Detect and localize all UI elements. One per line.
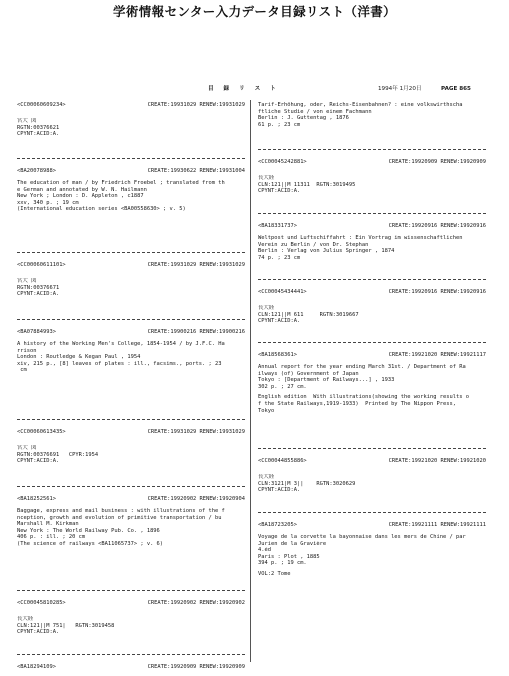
record-line: 4.éd — [258, 547, 271, 554]
record-line: Baggage, express and mail business : with illustrations of the f — [17, 508, 225, 514]
record-dates: CREATE:19900216 RENEW:19900216 — [147, 329, 245, 335]
record-line: (The science of railways <BA11065737> ; v. 6) — [17, 540, 164, 547]
record-id: <CC00045810285> — [17, 600, 66, 606]
list-header-label: 目 録 リ ス ト — [208, 86, 280, 92]
record-dates: CREATE:19921020 RENEW:19921020 — [388, 458, 486, 464]
record-body — [258, 470, 486, 494]
continued-record — [258, 102, 486, 128]
record-separator — [258, 512, 486, 513]
record-line: 61 p. ; 23 cm — [258, 121, 301, 128]
record-dates: CREATE:19920916 RENEW:19920916 — [388, 289, 486, 295]
record-separator — [17, 319, 245, 320]
record-body — [258, 301, 486, 325]
record-header — [258, 159, 486, 166]
record-separator — [17, 419, 245, 420]
record-line: CPYNT:ACID:A. — [17, 131, 60, 138]
record-line: f the State Railways,1919-1933) Printed by The Nippon Press, — [258, 400, 456, 407]
record-dates: CREATE:19920902 RENEW:19920902 — [147, 600, 245, 606]
catalog-record — [17, 496, 245, 548]
record-line: Annual report for the year ending March 31st. / Department of Ra — [258, 364, 466, 370]
catalog-record — [17, 600, 245, 636]
record-line: 宮大 図 — [17, 118, 37, 124]
record-body — [258, 534, 486, 578]
record-id: <BA18568361> — [258, 352, 297, 358]
record-header — [17, 664, 245, 671]
record-body — [17, 508, 245, 548]
catalog-record — [17, 429, 245, 465]
record-line: CPYNT:ACID:A. — [17, 458, 60, 465]
record-body — [17, 114, 245, 138]
record-dates: CREATE:19930622 RENEW:19931004 — [147, 168, 245, 174]
record-id: <BA18723205> — [258, 522, 297, 528]
record-separator — [258, 342, 486, 343]
record-line: 長大経 — [258, 175, 275, 181]
record-line: Marshall M. Kirkman — [17, 521, 79, 528]
record-separator — [17, 252, 245, 253]
record-line: nception, growth and evolution of primitive transportation / bu — [17, 514, 222, 521]
record-separator — [17, 654, 245, 655]
record-line: 宮大 図 — [17, 278, 37, 284]
record-header — [258, 352, 486, 359]
catalog-record — [17, 262, 245, 298]
record-line: cm — [17, 367, 27, 374]
record-id: <CC00060611101> — [17, 262, 66, 268]
record-line: Tokyo : [Department of Railways...] , 1933 — [258, 377, 395, 384]
catalog-record — [258, 522, 486, 578]
record-line: rrison — [17, 347, 37, 354]
catalog-record — [258, 352, 486, 414]
record-id: <CC00044855886> — [258, 458, 307, 464]
record-id: <BA07884993> — [17, 329, 56, 335]
record-dates: CREATE:19920916 RENEW:19920916 — [388, 223, 486, 229]
record-line: xxv, 340 p. ; 19 cm — [17, 199, 79, 206]
record-header — [17, 600, 245, 607]
record-line: 74 p. ; 23 cm — [258, 254, 301, 261]
record-id: <BA18252561> — [17, 496, 56, 502]
record-line: 長大経 — [258, 474, 275, 480]
catalog-record — [17, 664, 245, 676]
record-id: <BA18294109> — [17, 664, 56, 670]
catalog-record — [258, 289, 486, 325]
record-header — [17, 168, 245, 175]
record-line: CPYNT:ACID:A. — [258, 188, 301, 195]
record-body — [258, 171, 486, 195]
record-dates: CREATE:19931029 RENEW:19931029 — [147, 262, 245, 268]
record-line: Weltpost und Luftschiffahrt : Ein Vortrag im wissenschaftlichen — [258, 235, 463, 241]
record-line: New York : The World Railway Pub. Co. , 1896 — [17, 527, 160, 534]
record-line: CLN:3121|M 3|| RGTN:3020629 — [258, 480, 356, 487]
catalog-record — [17, 168, 245, 213]
catalog-record — [17, 329, 245, 374]
record-separator — [258, 213, 486, 214]
list-header — [0, 86, 509, 94]
record-dates: CREATE:19931029 RENEW:19931029 — [147, 102, 245, 108]
record-line: 406 p. : ill. ; 20 cm — [17, 534, 86, 541]
record-line: RGTN:00376671 — [17, 284, 60, 291]
column-divider — [250, 100, 251, 662]
record-separator — [17, 158, 245, 159]
record-line: Paris : Plot , 1885 — [258, 553, 320, 560]
record-body — [258, 364, 486, 414]
document-title: 学術情報センター入力データ目録リスト（洋書） — [112, 4, 397, 19]
record-line: CPYNT:ACID:A. — [258, 487, 301, 494]
record-line: VOL:2 Tome — [258, 570, 291, 577]
record-line: 宮大 図 — [17, 445, 37, 451]
record-dates: CREATE:19920909 RENEW:19920909 — [388, 159, 486, 165]
record-header — [17, 262, 245, 269]
catalog-record — [258, 159, 486, 195]
record-body — [17, 441, 245, 465]
record-line: CLN:121||M 11311 RGTN:3019495 — [258, 181, 356, 188]
record-header — [258, 522, 486, 529]
record-line: xiv, 215 p., [8] leaves of plates : ill., facsims., ports. ; 23 — [17, 360, 222, 367]
record-line: RGTN:00376691 CPYR:1954 — [17, 451, 99, 458]
record-body — [17, 180, 245, 213]
record-header — [258, 458, 486, 465]
record-id: <CC00045242881> — [258, 159, 307, 165]
record-header — [17, 429, 245, 436]
catalog-record — [17, 102, 245, 138]
record-line: 長大経 — [17, 616, 34, 622]
record-body — [17, 341, 245, 374]
list-header-date: 1994年 1月20日 — [378, 86, 422, 92]
record-line: ilways (of) Government of Japan — [258, 370, 359, 377]
record-header — [258, 223, 486, 230]
record-line: Tokyo — [258, 407, 275, 414]
record-body — [17, 612, 245, 636]
record-line: 302 p. ; 27 cm. — [258, 383, 307, 390]
record-line: CLN:121||M 611 RGTN:3019667 — [258, 311, 359, 318]
record-header — [17, 329, 245, 336]
record-id: <BA18331737> — [258, 223, 297, 229]
record-separator — [258, 279, 486, 280]
record-id: <CC00060613435> — [17, 429, 66, 435]
record-dates: CREATE:19920909 RENEW:19920909 — [147, 664, 245, 670]
record-separator — [17, 486, 245, 487]
record-line: Jurien de la Gravière — [258, 540, 327, 547]
record-line: Berlin : J. Guttentag , 1876 — [258, 115, 349, 122]
record-line: 394 p. ; 19 cm. — [258, 560, 307, 567]
record-separator — [258, 448, 486, 449]
record-line: Tarif-Erhöhung, oder, Reichs-Eisenbahnen? : eine volkswirthscha — [258, 102, 463, 108]
record-line: A history of the Working Men's College, 1854-1954 / by J.F.C. Ha — [17, 341, 225, 347]
record-separator — [17, 590, 245, 591]
record-line: Voyage de la corvette la bayonnaise dans les mers de Chine / par — [258, 534, 466, 540]
record-line: RGTN:00376621 — [17, 124, 60, 131]
catalog-record — [258, 458, 486, 494]
record-line: CPYNT:ACID:A. — [17, 629, 60, 636]
record-header — [17, 102, 245, 109]
record-dates: CREATE:19931029 RENEW:19931029 — [147, 429, 245, 435]
record-id: <CC00060609234> — [17, 102, 66, 108]
record-dates: CREATE:19921111 RENEW:19921111 — [388, 522, 486, 528]
record-header — [17, 496, 245, 503]
record-line: Berlin : Verlag von Julius Springer , 1874 — [258, 248, 395, 255]
record-dates: CREATE:19921020 RENEW:19921117 — [388, 352, 486, 358]
record-header — [258, 289, 486, 296]
record-id: <BA20078988> — [17, 168, 56, 174]
record-separator — [258, 149, 486, 150]
record-line: Verein zu Berlin / von Dr. Stephan — [258, 241, 369, 248]
record-line: New York ; London : D. Appleton , c1887 — [17, 193, 144, 200]
record-line: 長大経 — [258, 305, 275, 311]
record-line: (International education series <BA00558630> ; v. 5) — [17, 206, 186, 213]
record-body — [258, 235, 486, 261]
record-line: London : Routledge & Kegan Paul , 1954 — [17, 354, 141, 361]
record-line: CPYNT:ACID:A. — [17, 291, 60, 298]
record-line: CPYNT:ACID:A. — [258, 318, 301, 325]
record-line: ftliche Studie / von einem Fachmann — [258, 108, 372, 115]
record-line: CLN:121||M 751| RGTN:3019458 — [17, 622, 115, 629]
record-dates: CREATE:19920902 RENEW:19920904 — [147, 496, 245, 502]
record-line: English edition With illustrations(showing the working results o — [258, 394, 469, 401]
list-header-page: PAGE 865 — [441, 86, 471, 92]
record-body — [17, 274, 245, 298]
record-line: e German and annotated by W. N. Hailmann — [17, 186, 147, 193]
record-id: <CC00045434441> — [258, 289, 307, 295]
record-line: The education of man / by Friedrich Froebel ; translated from th — [17, 180, 225, 186]
catalog-record — [258, 223, 486, 261]
